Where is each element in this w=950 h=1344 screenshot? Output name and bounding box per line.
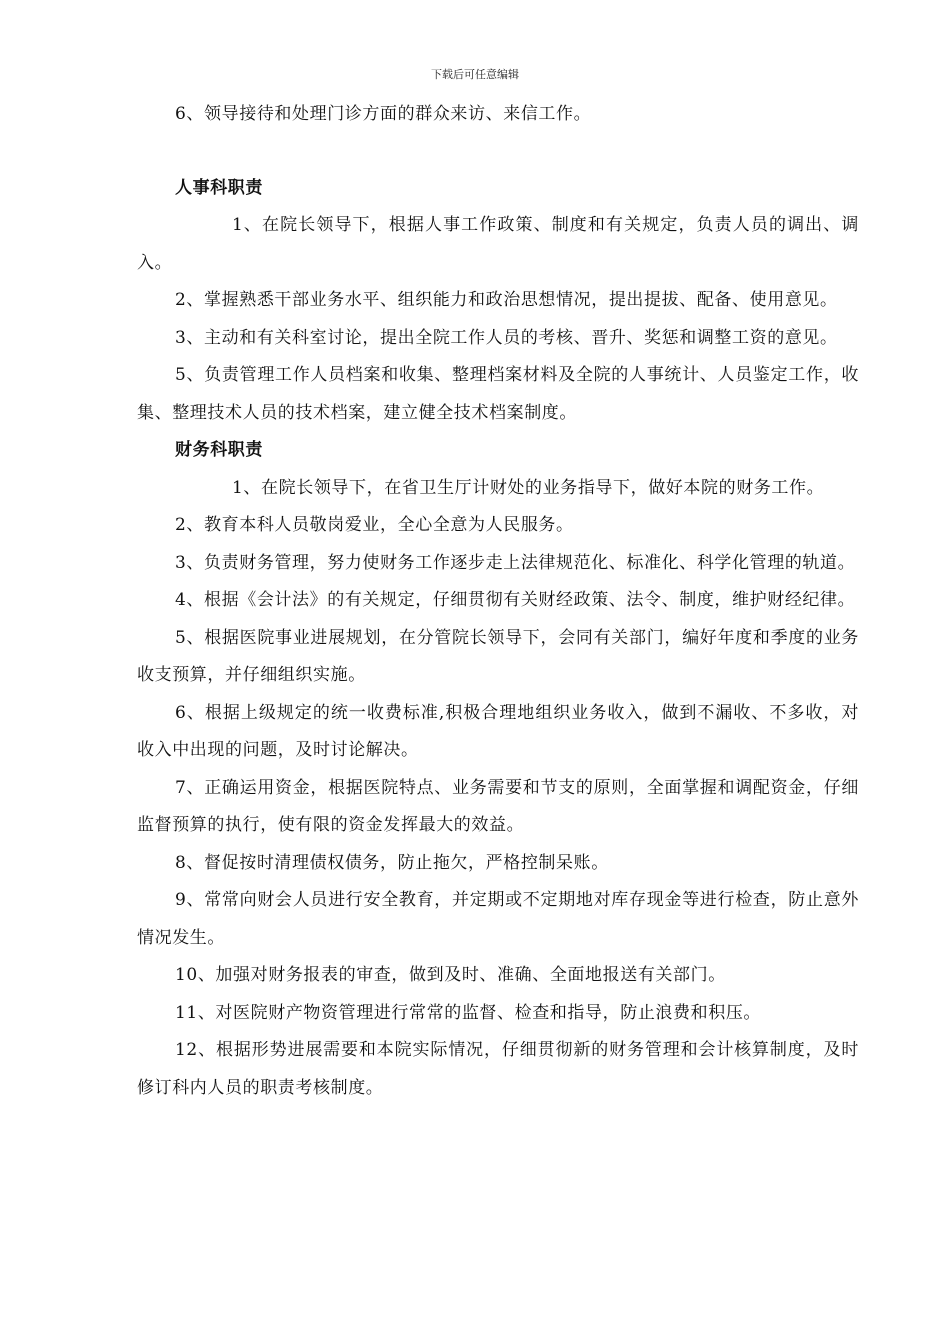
personnel-item: 1、在院长领导下，根据人事工作政策、制度和有关规定，负责人员的调出、调入。: [137, 215, 859, 273]
finance-title: 财务科职责: [175, 440, 263, 460]
finance-item: 5、根据医院事业进展规划，在分管院长领导下，会同有关部门，编好年度和季度的业务收支预算，并仔细组织实施。: [137, 627, 859, 685]
finance-item: 6、根据上级规定的统一收费标准,积极合理地组织业务收入，做到不漏收、不多收，对收入中出现的问题，及时讨论解决。: [137, 702, 859, 760]
document-body: [137, 96, 859, 1107]
finance-item: 4、根据《会计法》的有关规定，仔细贯彻有关财经政策、法令、制度，维护财经纪律。: [175, 590, 856, 610]
finance-item: 12、根据形势进展需要和本院实际情况，仔细贯彻新的财务管理和会计核算制度，及时修订科内人员的职责考核制度。: [137, 1040, 859, 1098]
finance-item: 2、教育本科人员敬岗爱业，全心全意为人民服务。: [175, 515, 574, 535]
personnel-item: 5、负责管理工作人员档案和收集、整理档案材料及全院的人事统计、人员鉴定工作，收集、整理技术人员的技术档案，建立健全技术档案制度。: [137, 365, 859, 423]
finance-section: [137, 432, 859, 1107]
finance-item: 7、正确运用资金，根据医院特点、业务需要和节支的原则，全面掌握和调配资金，仔细监督预算的执行，使有限的资金发挥最大的效益。: [137, 777, 859, 835]
personnel-item: 2、掌握熟悉干部业务水平、组织能力和政治思想情况，提出提拔、配备、使用意见。: [175, 290, 838, 310]
section-gap: [137, 134, 859, 170]
personnel-section: [137, 170, 859, 433]
personnel-title: 人事科职责: [175, 177, 263, 198]
download-note: 下载后可任意编辑: [431, 68, 519, 81]
finance-item: 3、负责财务管理，努力使财务工作逐步走上法律规范化、标准化、科学化管理的轨道。: [175, 552, 856, 573]
finance-item: 10、加强对财务报表的审查，做到及时、准确、全面地报送有关部门。: [175, 965, 726, 985]
finance-item: 11、对医院财产物资管理进行常常的监督、检查和指导，防止浪费和积压。: [175, 1002, 762, 1023]
finance-item: 1、在院长领导下，在省卫生厅计财处的业务指导下，做好本院的财务工作。: [232, 477, 825, 498]
personnel-item: 3、主动和有关科室讨论，提出全院工作人员的考核、晋升、奖惩和调整工资的意见。: [175, 327, 838, 348]
intro-item: 6、领导接待和处理门诊方面的群众来访、来信工作。: [175, 104, 592, 124]
finance-item: 9、常常向财会人员进行安全教育，并定期或不定期地对库存现金等进行检查，防止意外情况发生。: [137, 890, 859, 948]
finance-item: 8、督促按时清理债权债务，防止拖欠，严格控制呆账。: [175, 852, 609, 873]
